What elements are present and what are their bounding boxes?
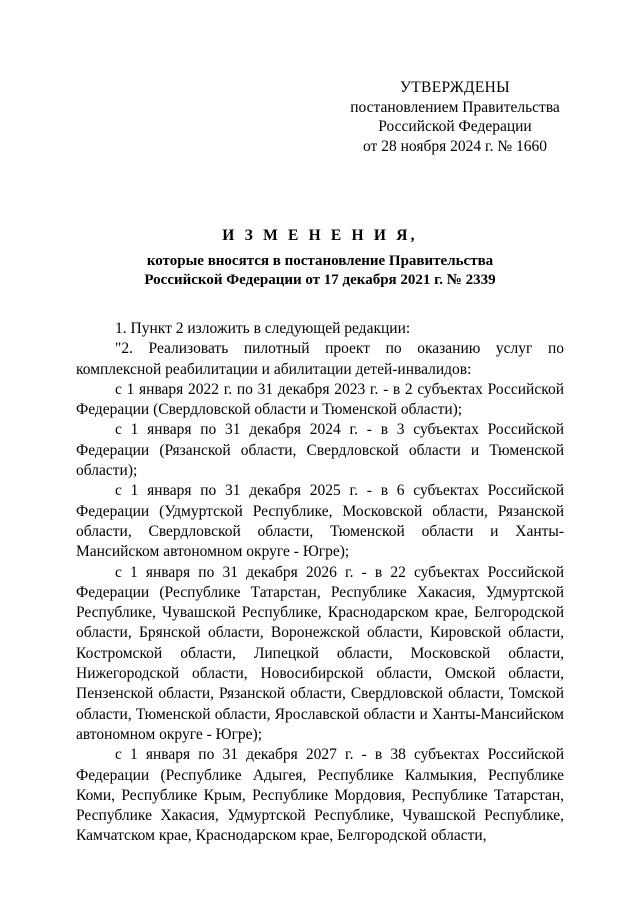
heading-subtitle-line-2: Российской Федерации от 17 декабря 2021 г. № 2339 — [144, 272, 496, 288]
approval-title: УТВЕРЖДЕНЫ — [400, 79, 510, 96]
heading-title: И З М Е Н Е Н И Я, — [222, 227, 418, 244]
heading-subtitle-line-1: которые вносятся в постановление Правительства — [146, 253, 494, 269]
document-body — [76, 319, 564, 847]
paragraph-2: "2. Реализовать пилотный проект по оказанию услуг по комплексной реабилитации и абилитации детей-инвалидов: — [76, 340, 564, 378]
approval-stamp — [340, 78, 570, 156]
approval-line-2: Российской Федерации — [378, 118, 532, 135]
document-heading — [60, 225, 580, 290]
approval-date-line: от 28 ноября 2024 г. № 1660 — [363, 137, 547, 155]
list-item-2025: с 1 января по 31 декабря 2025 г. - в 6 субъектах Российской Федерации (Удмуртской Республике, Московской области, Рязанской области, Свердловской области, Тюменской области и Ханты-Мансийском автономном округе - Югре); — [76, 482, 564, 561]
approval-line-1: постановлением Правительства — [350, 98, 560, 116]
list-item-2026: с 1 января по 31 декабря 2026 г. - в 22 субъектах Российской Федерации (Республике Татарстан, Республике Хакасия, Удмуртской Республике, Чувашской Республике, Краснодарском крае, Белгородской области, Брянской области, Воронежской области, Кировской области, Костромской области, Липецкой области, Московской области, Нижегородской области, Новосибирской области, Омской области, Пензенской области, Рязанской области, Свердловской области, Томской области, Тюменской области, Ярославской области и Ханты-Мансийском автономном округе - Югре); — [76, 563, 564, 743]
list-item-2027: с 1 января по 31 декабря 2027 г. - в 38 субъектах Российской Федерации (Республике Адыгея, Республике Калмыкия, Республике Коми, Республике Крым, Республике Мордовия, Республике Татарстан, Республике Хакасия, Удмуртской Республике, Чувашской Республике, Камчатском крае, Краснодарском крае, Белгородской области, — [76, 746, 564, 845]
list-item-2024: с 1 января по 31 декабря 2024 г. - в 3 субъектах Российской Федерации (Рязанской области, Свердловской области и Тюменской области); — [76, 421, 564, 480]
paragraph-1: 1. Пункт 2 изложить в следующей редакции: — [115, 320, 411, 337]
list-item-2022-2023: с 1 января 2022 г. по 31 декабря 2023 г. - в 2 субъектах Российской Федерации (Свердловской области и Тюменской области); — [76, 380, 564, 419]
heading-subtitle — [60, 252, 580, 290]
